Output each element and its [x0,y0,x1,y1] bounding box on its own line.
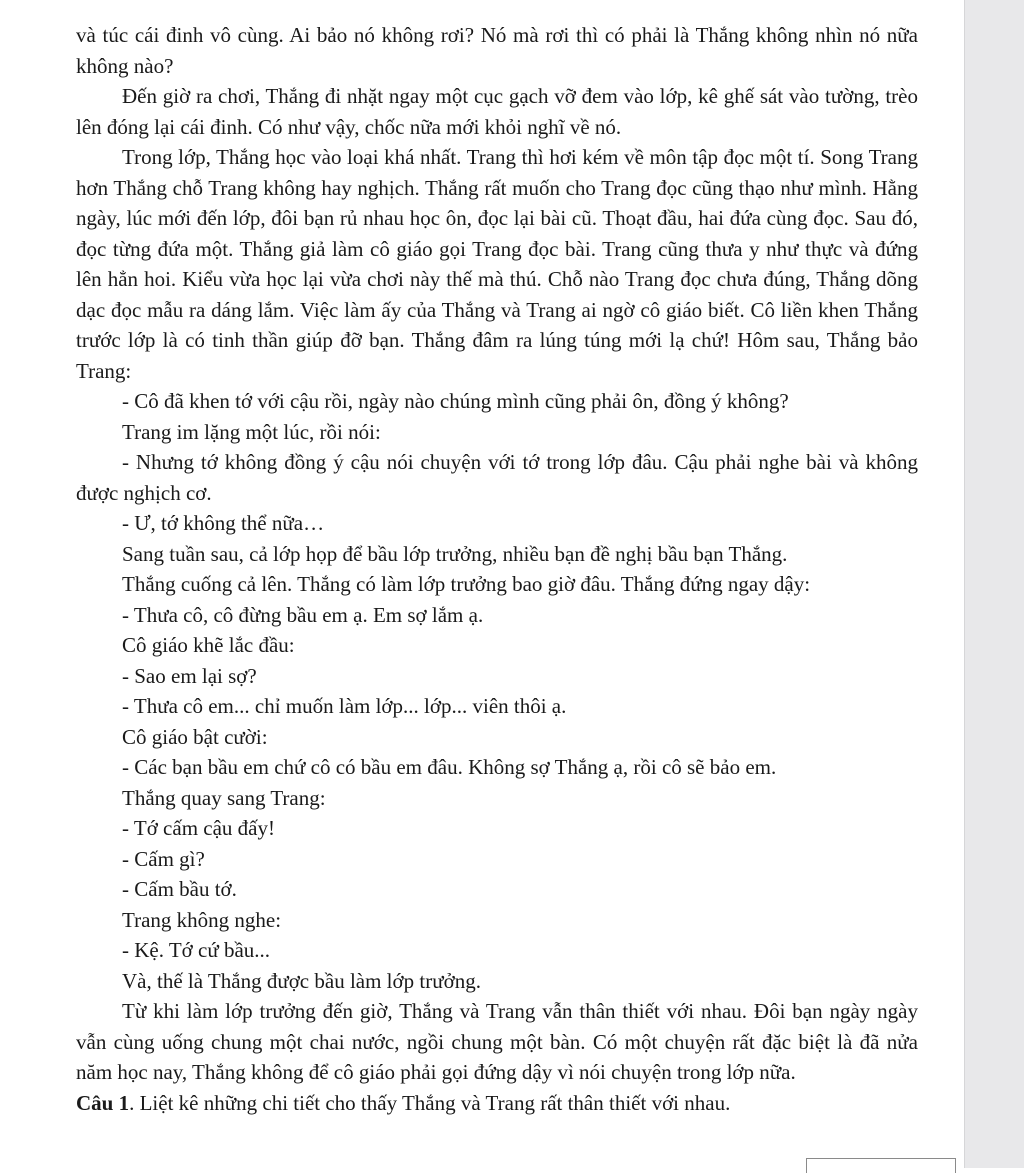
dialogue-line: - Cô đã khen tớ với cậu rồi, ngày nào chúng mình cũng phải ôn, đồng ý không? [122,389,789,413]
dialogue-line: - Nhưng tớ không đồng ý cậu nói chuyện với tớ trong lớp đâu. Cậu phải nghe bài và không được nghịch cơ. [76,450,918,505]
paragraph: Và, thế là Thắng được bầu làm lớp trưởng. [122,968,481,993]
paragraph: Trang không nghe: [122,907,282,932]
paragraph: Cô giáo bật cười: [122,724,268,749]
paragraph: Thắng cuống cả lên. Thắng có làm lớp trưởng bao giờ đâu. Thắng đứng ngay dậy: [122,572,811,596]
paragraph: Trong lớp, Thắng học vào loại khá nhất. Trang thì hơi kém về môn tập đọc một tí. Song Trang hơn Thắng chỗ Trang không hay nghịch. Thắng rất muốn cho Trang đọc cũng thạo như mình. Hằng ngày, lúc mới đến lớp, đôi bạn rủ nhau học ôn, đọc lại bài cũ. Thoạt đầu, hai đứa cùng đọc. Sau đó, đọc từng đứa một. Thắng giả làm cô giáo gọi Trang đọc bài. Trang cũng thưa y như thực và đứng lên hẳn hoi. Kiểu vừa học lại vừa chơi này thế mà thú. Chỗ nào Trang đọc chưa đúng, Thắng dõng dạc đọc mẫu ra dáng lắm. Việc làm ấy của Thắng và Trang ai ngờ cô giáo biết. Cô liền khen Thắng trước lớp là có tinh thần giúp đỡ bạn. Thắng đâm ra lúng túng mới lạ chứ! Hôm sau, Thắng bảo Trang: [76,145,918,383]
answer-box[interactable] [806,1158,956,1173]
question-label: Câu 1 [76,1090,130,1115]
story-text [76,20,918,1118]
paragraph: Trang im lặng một lúc, rồi nói: [122,419,381,444]
question-text: . Liệt kê những chi tiết cho thấy Thắng và Trang rất thân thiết với nhau. [129,1090,731,1115]
dialogue-line: - Các bạn bầu em chứ cô có bầu em đâu. Không sợ Thắng ạ, rồi cô sẽ bảo em. [122,755,777,779]
paragraph: và túc cái đinh vô cùng. Ai bảo nó không rơi? Nó mà rơi thì có phải là Thắng không nhìn nó nữa không nào? [76,23,918,78]
dialogue-line: - Kệ. Tớ cứ bầu... [122,938,271,962]
dialogue-line: - Thưa cô em... chỉ muốn làm lớp... lớp... viên thôi ạ. [122,694,567,718]
dialogue-line: - Cấm gì? [122,846,205,871]
dialogue-line: - Tớ cấm cậu đấy! [122,816,275,840]
dialogue-line: - Ư, tớ không thể nữa… [122,511,325,535]
paragraph: Thắng quay sang Trang: [122,785,326,810]
paragraph: Đến giờ ra chơi, Thắng đi nhặt ngay một cục gạch vỡ đem vào lớp, kê ghế sát vào tường, trèo lên đóng lại cái đinh. Có như vậy, chốc nữa mới khỏi nghĩ về nó. [76,84,918,139]
paragraph: Sang tuần sau, cả lớp họp để bầu lớp trưởng, nhiều bạn đề nghị bầu bạn Thắng. [122,541,788,566]
side-panel [964,0,1024,1168]
paragraph: Cô giáo khẽ lắc đầu: [122,633,295,657]
dialogue-line: - Cấm bầu tớ. [122,877,237,901]
question [76,1088,918,1119]
dialogue-line: - Thưa cô, cô đừng bầu em ạ. Em sợ lắm ạ. [122,602,484,627]
dialogue-line: - Sao em lại sợ? [122,663,257,688]
paragraph: Từ khi làm lớp trưởng đến giờ, Thắng và Trang vẫn thân thiết với nhau. Đôi bạn ngày ngày vẫn cùng uống chung một chai nước, ngồi chung một bàn. Có một chuyện rất đặc biệt là đã nửa năm học nay, Thắng không để cô giáo phải gọi đứng dậy vì nói chuyện trong lớp nữa. [76,999,918,1084]
